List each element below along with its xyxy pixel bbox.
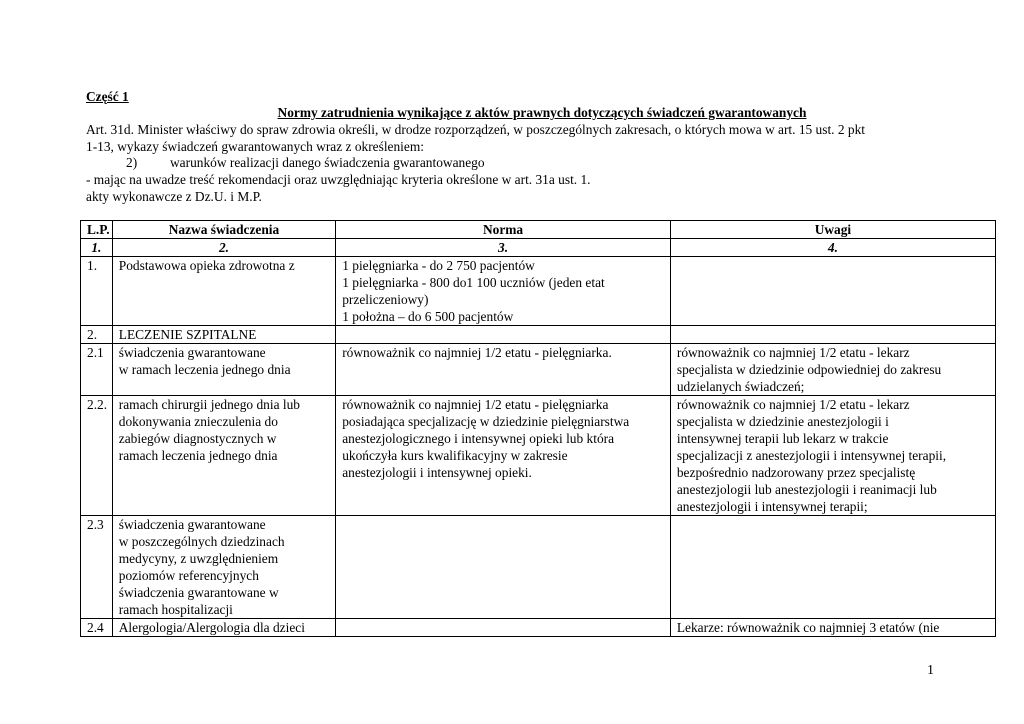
row-norma-line: ukończyła kurs kwalifikacyjny w zakresie xyxy=(342,448,568,463)
row-name-line: świadczenia gwarantowane w xyxy=(118,585,279,600)
row-name-line: świadczenia gwarantowane xyxy=(118,345,266,360)
column-number: 1. xyxy=(81,239,113,257)
intro-item-text: warunków realizacji danego świadczenia gwarantowanego xyxy=(170,155,485,170)
row-norma xyxy=(336,619,671,637)
intro-line-4: - mając na uwadze treść rekomendacji oraz uwzględniając kryteria określone w art. 31a ust. 1. xyxy=(86,172,591,187)
row-norma-line: równoważnik co najmniej 1/2 etatu - pielęgniarka xyxy=(342,397,609,412)
row-name-line: LECZENIE SZPITALNE xyxy=(118,327,257,342)
table-header-row xyxy=(81,221,996,239)
table-row xyxy=(81,326,996,344)
part-heading: Część 1 xyxy=(86,89,129,104)
row-lp: 2.4 xyxy=(81,619,113,637)
intro-list-item xyxy=(86,154,1024,171)
row-uwagi-line: specjalista w dziedzinie anestezjologii i xyxy=(676,414,889,429)
page-number: 1 xyxy=(927,663,934,678)
row-norma-line: anestezjologicznego i intensywnej opieki lub która xyxy=(342,431,615,446)
row-name-line: poziomów referencyjnych xyxy=(118,568,259,583)
row-lp: 2.1 xyxy=(81,344,113,396)
table-row xyxy=(81,344,996,396)
row-lp: 2.3 xyxy=(81,516,113,619)
intro-line-5: akty wykonawcze z Dz.U. i M.P. xyxy=(86,189,262,204)
row-name-line: w poszczególnych dziedzinach xyxy=(118,534,285,549)
row-uwagi xyxy=(670,326,995,344)
header-name: Nazwa świadczenia xyxy=(112,221,335,239)
table-row xyxy=(81,396,996,516)
row-norma xyxy=(336,396,671,516)
document-title: Normy zatrudnienia wynikające z aktów prawnych dotyczących świadczeń gwarantowanych xyxy=(277,105,807,120)
row-name-line: świadczenia gwarantowane xyxy=(118,517,266,532)
row-uwagi-line: anestezjologii i intensywnej terapii; xyxy=(676,499,868,514)
column-number: 4. xyxy=(670,239,995,257)
row-name-line: Podstawowa opieka zdrowotna z xyxy=(118,258,295,273)
row-norma xyxy=(336,257,671,326)
row-norma-line: 1 położna – do 6 500 pacjentów xyxy=(342,309,514,324)
header-uwagi: Uwagi xyxy=(670,221,995,239)
table-body xyxy=(81,257,996,637)
row-name-line: dokonywania znieczulenia do xyxy=(118,414,278,429)
row-uwagi xyxy=(670,257,995,326)
row-norma-line: przeliczeniowy) xyxy=(342,292,429,307)
column-number: 2. xyxy=(112,239,335,257)
row-name-line: ramach chirurgii jednego dnia lub xyxy=(118,397,300,412)
row-name xyxy=(112,396,335,516)
row-uwagi xyxy=(670,619,995,637)
column-number-row xyxy=(81,239,996,257)
row-name-line: w ramach leczenia jednego dnia xyxy=(118,362,291,377)
table-row xyxy=(81,257,996,326)
table-row xyxy=(81,619,996,637)
header-lp: L.P. xyxy=(81,221,113,239)
row-name xyxy=(112,516,335,619)
row-uwagi xyxy=(670,396,995,516)
norms-table xyxy=(80,220,996,637)
row-norma xyxy=(336,326,671,344)
row-uwagi-line: anestezjologii lub anestezjologii i reanimacji lub xyxy=(676,482,937,497)
row-norma xyxy=(336,344,671,396)
row-name xyxy=(112,257,335,326)
row-name-line: medycyny, z uwzględnieniem xyxy=(118,551,279,566)
row-norma xyxy=(336,516,671,619)
row-lp: 1. xyxy=(81,257,113,326)
intro-item-number: 2) xyxy=(126,155,138,170)
column-number: 3. xyxy=(336,239,671,257)
row-norma-line: 1 pielęgniarka - 800 do1 100 uczniów (jeden etat xyxy=(342,275,605,290)
row-uwagi-line: równoważnik co najmniej 1/2 etatu - lekarz xyxy=(676,345,910,360)
table-row xyxy=(81,516,996,619)
row-name-line: ramach leczenia jednego dnia xyxy=(118,448,278,463)
row-name-line: Alergologia/Alergologia dla dzieci xyxy=(118,620,305,635)
row-uwagi-line: intensywnej terapii lub lekarz w trakcie xyxy=(676,431,889,446)
header-norma: Norma xyxy=(336,221,671,239)
row-norma-line: posiadająca specjalizację w dziedzinie pielęgniarstwa xyxy=(342,414,630,429)
intro-line-2: 1-13, wykazy świadczeń gwarantowanych wraz z określeniem: xyxy=(86,139,424,154)
row-uwagi-line: równoważnik co najmniej 1/2 etatu - lekarz xyxy=(676,397,910,412)
row-name xyxy=(112,344,335,396)
row-uwagi-line: udzielanych świadczeń; xyxy=(676,379,805,394)
row-uwagi xyxy=(670,344,995,396)
row-lp: 2. xyxy=(81,326,113,344)
row-name xyxy=(112,326,335,344)
row-lp: 2.2. xyxy=(81,396,113,516)
row-norma-line: 1 pielęgniarka - do 2 750 pacjentów xyxy=(342,258,535,273)
row-uwagi-line: specjalista w dziedzinie odpowiedniej do zakresu xyxy=(676,362,942,377)
row-uwagi-line: specjalizacji z anestezjologii i intensywnej terapii, xyxy=(676,448,947,463)
row-uwagi-line: Lekarze: równoważnik co najmniej 3 etatów (nie xyxy=(676,620,940,635)
row-uwagi xyxy=(670,516,995,619)
row-norma-line: równoważnik co najmniej 1/2 etatu - pielęgniarka. xyxy=(342,345,612,360)
row-norma-line: anestezjologii i intensywnej opieki. xyxy=(342,465,532,480)
row-name-line: ramach hospitalizacji xyxy=(118,602,233,617)
row-name xyxy=(112,619,335,637)
row-name-line: zabiegów diagnostycznych w xyxy=(118,431,277,446)
row-uwagi-line: bezpośrednio nadzorowany przez specjalistę xyxy=(676,465,916,480)
intro-line-1: Art. 31d. Minister właściwy do spraw zdrowia określi, w drodze rozporządzeń, w poszczególnych zakresach, o których mowa w art. 15 ust. 2 pkt xyxy=(86,122,866,137)
